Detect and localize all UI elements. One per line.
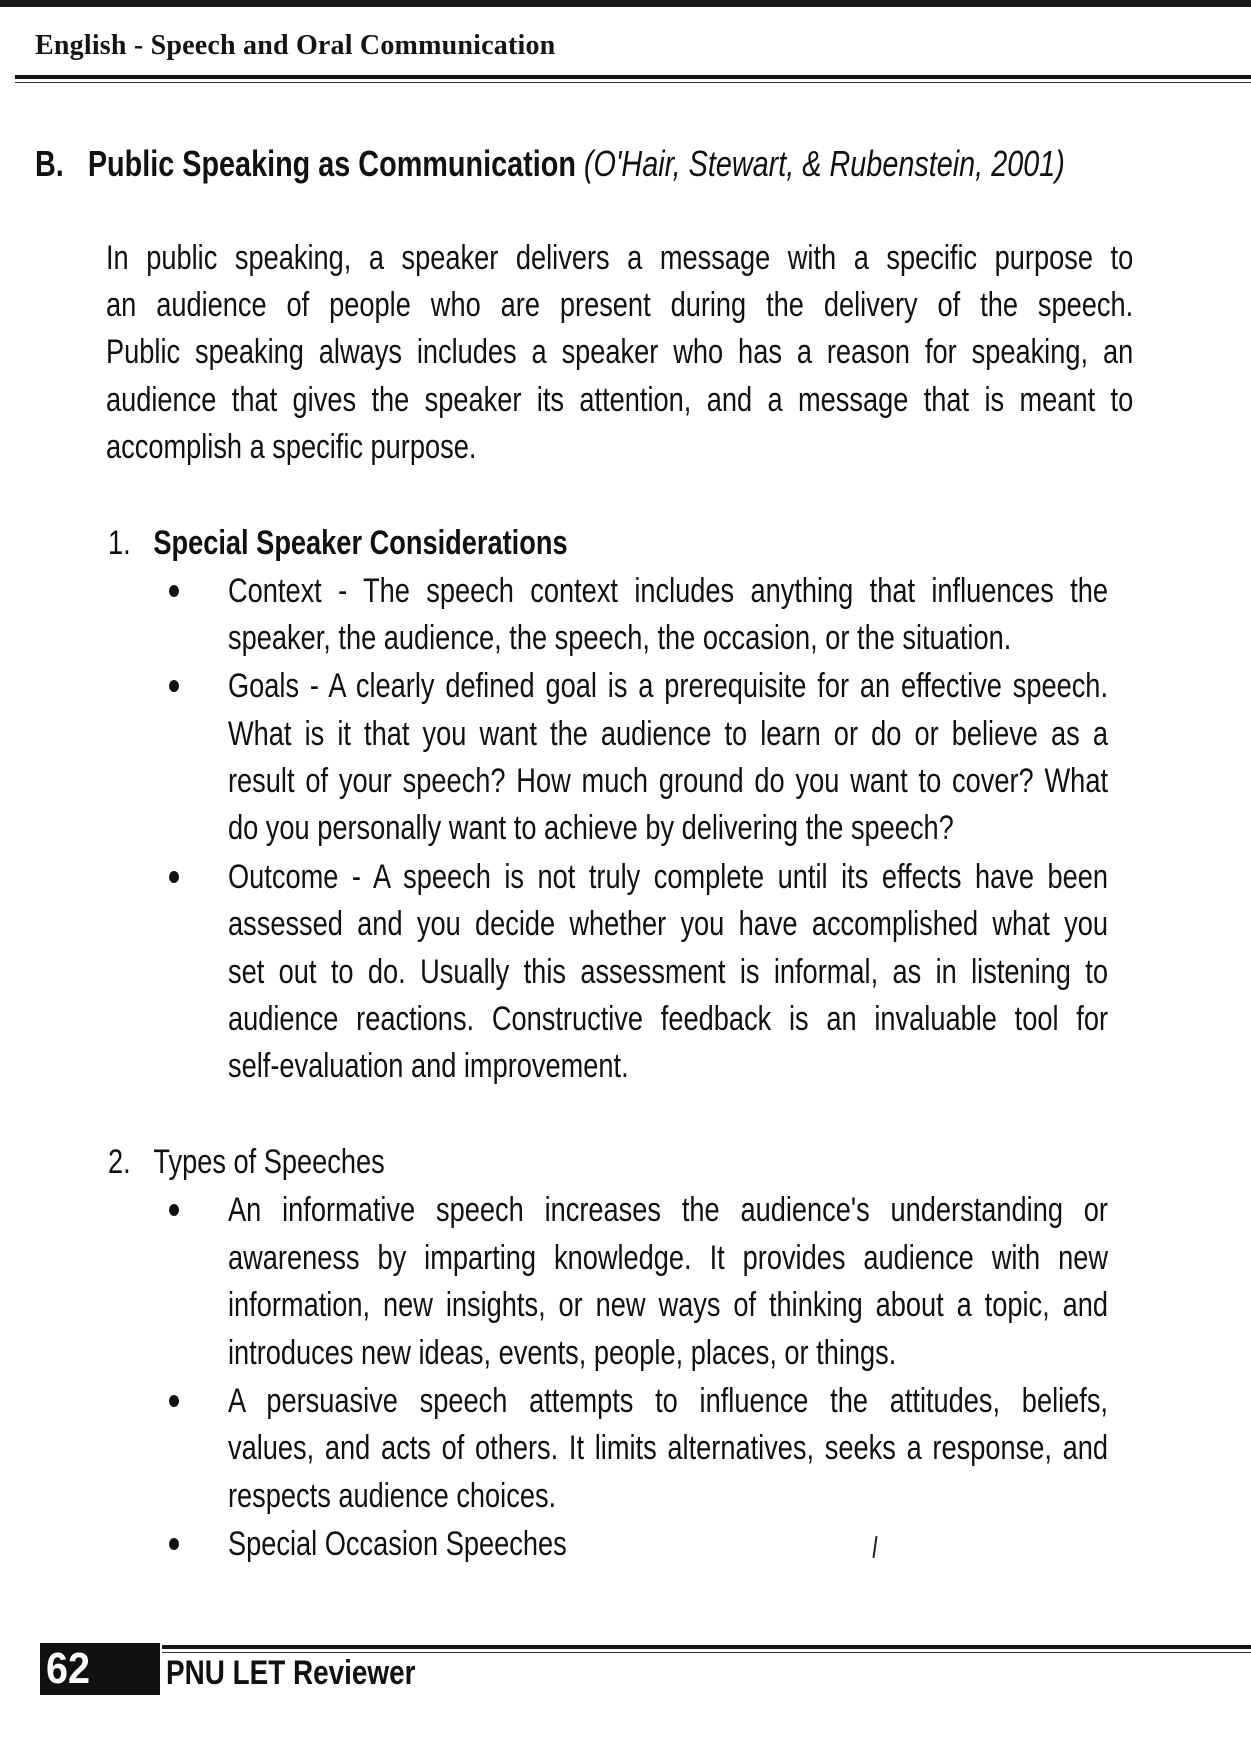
bullet-icon [169,585,179,597]
bullet-line: introduces new ideas, events, people, places, or things. [228,1334,897,1372]
subsection-number: 1. [108,524,131,562]
bullet-icon [169,1538,179,1550]
subsection-heading [108,523,682,563]
bullet-line: speaker, the audience, the speech, the occasion, or the situation. [228,619,1012,657]
bullet-line: set out to do. Usually this assessment is informal, as in listening to [228,953,1108,991]
intro-line: accomplish a specific purpose. [106,428,477,466]
intro-line: an audience of people who are present during the delivery of the speech. [106,286,1134,324]
intro-line: audience that gives the speaker its attention, and a message that is meant to [106,381,1134,419]
bullet-line: values, and acts of others. It limits alternatives, seeks a response, and [228,1429,1108,1467]
header-rule [15,75,1251,79]
bullet-line: A persuasive speech attempts to influence the attitudes, beliefs, [228,1382,1108,1420]
bullet-icon [169,871,179,883]
bullet-line: awareness by imparting knowledge. It provides audience with new [228,1239,1108,1277]
subsection-number: 2. [108,1143,131,1181]
bullet-line: information, new insights, or new ways of thinking about a topic, and [228,1286,1108,1324]
page-number [40,1643,160,1695]
subsection-title: Special Speaker Considerations [153,524,568,562]
bullet-line: An informative speech increases the audience's understanding or [228,1191,1108,1229]
bullet-line: result of your speech? How much ground do you want to cover? What [228,762,1108,800]
subsection-heading [108,1142,454,1182]
bullet-line: assessed and you decide whether you have accomplished what you [228,905,1108,943]
bullet-line: Outcome - A speech is not truly complete until its effects have been [228,858,1108,896]
scan-top-edge [0,0,1251,7]
page-number-text: 62 [46,1644,91,1693]
bullet-line: Special Occasion Speeches [228,1525,567,1563]
bullet-line: Context - The speech context includes anything that influences the [228,572,1108,610]
book-title [166,1652,470,1694]
section-title: Public Speaking as Communication [87,143,576,184]
footer-rule [162,1645,1251,1649]
section-letter: B. [35,143,64,184]
section-heading [35,142,1251,186]
book-title-text: PNU LET Reviewer [166,1654,416,1692]
subsection-title: Types of Speeches [153,1143,385,1181]
bullet-icon [169,1395,179,1407]
header-rule-thin [15,82,1251,83]
bullet-line: audience reactions. Constructive feedback is an invaluable tool for [228,1000,1108,1038]
bullet-line: respects audience choices. [228,1477,557,1515]
intro-line: In public speaking, a speaker delivers a message with a specific purpose to [106,239,1134,277]
scan-artifact [872,1536,877,1558]
bullet-line: Goals - A clearly defined goal is a prerequisite for an effective speech. [228,667,1108,705]
intro-line: Public speaking always includes a speaker who has a reason for speaking, an [106,333,1134,371]
bullet-line: What is it that you want the audience to learn or do or believe as a [228,715,1108,753]
bullet-icon [169,1204,179,1216]
bullet-icon [169,680,179,692]
running-header: English - Speech and Oral Communication [35,30,556,61]
bullet-line: do you personally want to achieve by delivering the speech? [228,809,954,847]
section-citation: (O'Hair, Stewart, & Rubenstein, 2001) [583,143,1065,184]
bullet-line: self-evaluation and improvement. [228,1047,629,1085]
